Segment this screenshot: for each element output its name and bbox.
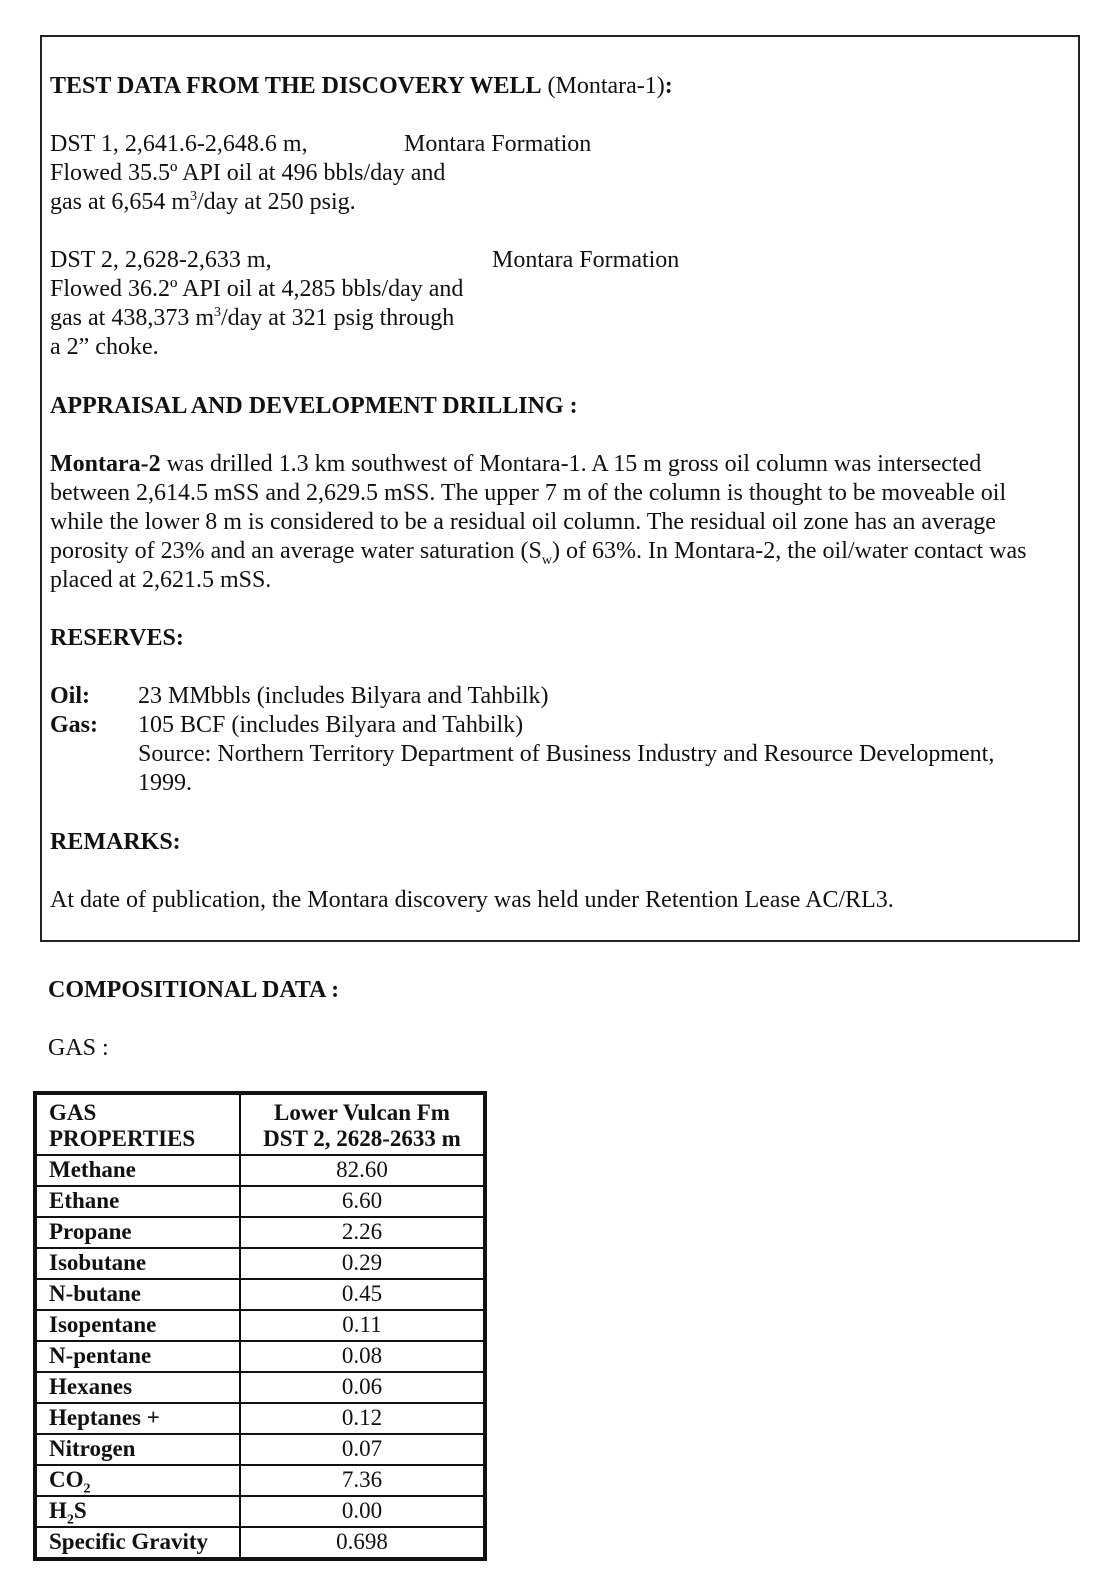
compositional-heading: COMPOSITIONAL DATA : — [48, 977, 340, 1003]
gas-component-name — [35, 1434, 240, 1465]
gas-component-name-text: N-butane — [49, 1281, 142, 1306]
gas-component-value: 7.36 — [240, 1465, 485, 1496]
dst1-interval: DST 1, 2,641.6-2,648.6 m, — [50, 131, 308, 157]
test-data-heading-well: (Montara-1) — [547, 73, 665, 99]
appraisal-text-sub: w — [541, 552, 552, 568]
table-row — [35, 1372, 485, 1403]
dst1-gas-flow-text: gas at 6,654 m — [50, 189, 190, 215]
gas-component-name — [35, 1279, 240, 1310]
dst2-formation: Montara Formation — [492, 247, 680, 273]
gas-component-name-text: Isobutane — [49, 1250, 147, 1275]
gas-component-value: 0.07 — [240, 1434, 485, 1465]
gas-component-name — [35, 1403, 240, 1434]
gas-table-header-sample-line2: DST 2, 2628-2633 m — [263, 1126, 461, 1151]
appraisal-heading: APPRAISAL AND DEVELOPMENT DRILLING : — [50, 393, 578, 419]
dst2-oil-flow: Flowed 36.2º API oil at 4,285 bbls/day and — [50, 276, 464, 302]
gas-component-value: 0.06 — [240, 1372, 485, 1403]
appraisal-text-1: was drilled 1.3 km southwest of Montara-1. A 15 m gross oil column was intersected between 2,614.5 mSS and 2,629.5 mSS. The upper 7 m of the column is thought to be moveable oil while the lower 8 m is considered to be a residual oil column. The residual oil zone has an average porosity of 23% and an average water saturation (S — [50, 451, 1007, 564]
gas-component-name — [35, 1217, 240, 1248]
gas-table-header-properties — [35, 1093, 240, 1155]
gas-component-value: 82.60 — [240, 1155, 485, 1186]
compositional-subheading: GAS : — [48, 1035, 109, 1061]
gas-component-value: 0.698 — [240, 1527, 485, 1559]
table-row — [35, 1496, 485, 1527]
gas-component-value: 0.45 — [240, 1279, 485, 1310]
gas-component-value: 0.11 — [240, 1310, 485, 1341]
table-row — [35, 1465, 485, 1496]
gas-component-name — [35, 1341, 240, 1372]
table-row — [35, 1248, 485, 1279]
gas-table-header-sample — [240, 1093, 485, 1155]
gas-component-name-sub: 2 — [66, 1512, 74, 1528]
gas-component-name — [35, 1527, 240, 1559]
gas-component-value: 0.08 — [240, 1341, 485, 1372]
gas-table-header-row — [35, 1093, 485, 1155]
reserves-oil-label: Oil: — [50, 683, 90, 709]
appraisal-text-2: ) of 63%. In Montara-2, the oil/water contact was placed at 2,621.5 mSS. — [50, 538, 1027, 593]
gas-component-name-text: Propane — [49, 1219, 132, 1244]
gas-component-name-text: H — [49, 1498, 67, 1523]
dst1-gas-flow — [50, 188, 356, 217]
gas-component-name — [35, 1496, 240, 1527]
dst1-formation: Montara Formation — [404, 131, 592, 157]
table-row — [35, 1403, 485, 1434]
table-row — [35, 1155, 485, 1186]
gas-component-name-text: CO — [49, 1467, 84, 1492]
remarks-heading: REMARKS: — [50, 829, 181, 855]
gas-component-name-text: Ethane — [49, 1188, 120, 1213]
gas-table-header-properties-line2: PROPERTIES — [49, 1126, 196, 1151]
test-data-heading-colon: : — [664, 73, 673, 99]
gas-properties-table — [33, 1091, 487, 1561]
gas-component-value: 0.12 — [240, 1403, 485, 1434]
table-row — [35, 1527, 485, 1559]
gas-component-name-text: Isopentane — [49, 1312, 157, 1337]
gas-component-value: 0.00 — [240, 1496, 485, 1527]
gas-component-value: 0.29 — [240, 1248, 485, 1279]
table-row — [35, 1186, 485, 1217]
dst1-gas-flow-rest: /day at 250 psig. — [196, 189, 356, 215]
dst1-oil-flow: Flowed 35.5º API oil at 496 bbls/day and — [50, 160, 446, 186]
reserves-heading: RESERVES: — [50, 625, 184, 651]
reserves-oil-value: 23 MMbbls (includes Bilyara and Tahbilk) — [138, 683, 549, 709]
gas-component-name-sub: 2 — [83, 1481, 91, 1497]
field-summary-box — [40, 35, 1080, 942]
test-data-heading — [50, 72, 673, 101]
table-row — [35, 1434, 485, 1465]
reserves-gas-label: Gas: — [50, 712, 98, 738]
gas-component-name — [35, 1155, 240, 1186]
table-row — [35, 1217, 485, 1248]
dst1-gas-flow-sup: 3 — [189, 189, 197, 204]
gas-component-value: 2.26 — [240, 1217, 485, 1248]
gas-component-name — [35, 1248, 240, 1279]
gas-component-name — [35, 1465, 240, 1496]
table-row — [35, 1310, 485, 1341]
gas-component-name-suffix: S — [73, 1498, 87, 1523]
appraisal-well-name: Montara-2 — [50, 451, 161, 477]
gas-component-value: 6.60 — [240, 1186, 485, 1217]
dst2-gas-flow-text: gas at 438,373 m — [50, 305, 214, 331]
test-data-heading-bold: TEST DATA FROM THE DISCOVERY WELL — [50, 73, 542, 99]
gas-component-name-text: N-pentane — [49, 1343, 152, 1368]
reserves-source-line1: Source: Northern Territory Department of Business Industry and Resource Development, — [138, 741, 995, 767]
gas-component-name — [35, 1310, 240, 1341]
gas-table-header-properties-line1: GAS — [49, 1100, 97, 1125]
table-row — [35, 1341, 485, 1372]
dst2-gas-flow-rest: /day at 321 psig through — [220, 305, 455, 331]
reserves-source-line2: 1999. — [138, 770, 192, 796]
dst2-choke: a 2” choke. — [50, 334, 159, 360]
gas-component-name-text: Nitrogen — [49, 1436, 136, 1461]
table-row — [35, 1279, 485, 1310]
gas-component-name-text: Heptanes + — [49, 1405, 160, 1430]
gas-component-name-text: Methane — [49, 1157, 136, 1182]
dst2-interval: DST 2, 2,628-2,633 m, — [50, 247, 272, 273]
dst2-gas-flow — [50, 304, 454, 333]
gas-table-body — [35, 1155, 485, 1559]
appraisal-paragraph — [50, 450, 1060, 595]
gas-component-name-text: Specific Gravity — [49, 1529, 209, 1554]
remarks-text: At date of publication, the Montara discovery was held under Retention Lease AC/RL3. — [50, 887, 894, 913]
reserves-gas-value: 105 BCF (includes Bilyara and Tahbilk) — [138, 712, 524, 738]
gas-component-name — [35, 1186, 240, 1217]
dst2-gas-flow-sup: 3 — [213, 305, 221, 320]
gas-table-header-sample-line1: Lower Vulcan Fm — [274, 1100, 450, 1125]
gas-component-name-text: Hexanes — [49, 1374, 133, 1399]
gas-component-name — [35, 1372, 240, 1403]
